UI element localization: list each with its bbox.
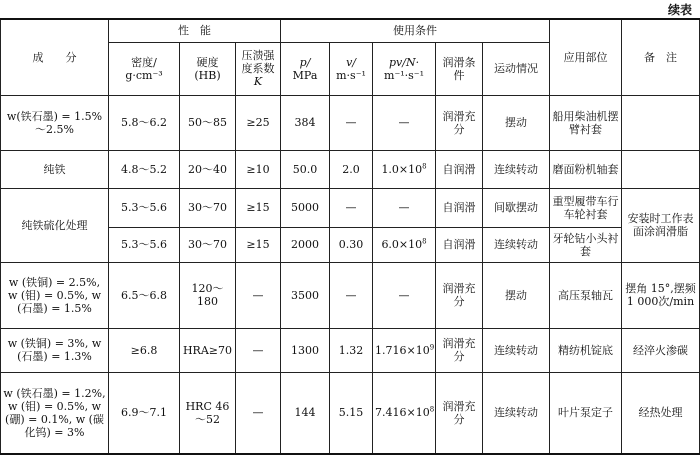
header-hardness: 硬度 (HB)	[180, 42, 236, 95]
motion-cell: 摆动	[483, 95, 550, 150]
table-row	[1, 262, 700, 328]
header-conditions: 使用条件	[281, 19, 550, 42]
hardness-cell: 30～70	[180, 227, 236, 262]
pv-cell: —	[373, 188, 436, 227]
header-crush-coefficient: 压溃强度系数 K	[236, 42, 281, 95]
pressure-cell: 5000	[281, 188, 330, 227]
motion-cell: 间歇摆动	[483, 188, 550, 227]
density-cell: 5.8～6.2	[109, 95, 180, 150]
lubrication-cell: 润滑充分	[436, 328, 483, 372]
composition-cell: w (铁石墨) = 1.2%, w (钼) = 0.5%, w (硼) = 0.1%, w (碳化钨) = 3%	[1, 372, 109, 454]
lubrication-cell: 自润滑	[436, 227, 483, 262]
crush-cell: ≥15	[236, 227, 281, 262]
header-composition: 成 分	[1, 19, 109, 95]
velocity-cell: 5.15	[330, 372, 373, 454]
velocity-cell: 1.32	[330, 328, 373, 372]
crush-cell: —	[236, 262, 281, 328]
crush-cell: —	[236, 372, 281, 454]
application-cell: 牙轮钻小头衬套	[550, 227, 622, 262]
header-row-group	[1, 19, 700, 42]
pv-cell: $1.0\times 10^8$	[373, 150, 436, 188]
header-application: 应用部位	[550, 19, 622, 95]
table-row	[1, 188, 700, 227]
header-velocity: v/ m·s⁻¹	[330, 42, 373, 95]
lubrication-cell: 润滑充分	[436, 262, 483, 328]
velocity-cell: —	[330, 262, 373, 328]
continued-label: 续表	[667, 3, 692, 17]
lubrication-cell: 润滑充分	[436, 372, 483, 454]
application-cell: 船用柴油机摆臂衬套	[550, 95, 622, 150]
composition-cell: 纯铁	[1, 150, 109, 188]
pressure-cell: 3500	[281, 262, 330, 328]
motion-cell: 连续转动	[483, 372, 550, 454]
pressure-cell: 1300	[281, 328, 330, 372]
header-density: 密度/ g·cm⁻³	[109, 42, 180, 95]
hardness-cell: HRC 46～52	[180, 372, 236, 454]
crush-cell: ≥15	[236, 188, 281, 227]
application-cell: 磨面粉机轴套	[550, 150, 622, 188]
density-cell: 5.3～5.6	[109, 227, 180, 262]
remarks-cell	[622, 95, 700, 150]
header-remarks: 备 注	[622, 19, 700, 95]
velocity-cell: —	[330, 95, 373, 150]
bearing-material-table	[0, 18, 700, 455]
hardness-cell: 120～180	[180, 262, 236, 328]
density-cell: 6.9～7.1	[109, 372, 180, 454]
application-cell: 高压泵轴瓦	[550, 262, 622, 328]
lubrication-cell: 自润滑	[436, 188, 483, 227]
application-cell: 重型履带车行车轮衬套	[550, 188, 622, 227]
composition-cell: w (铁铜) = 3%, w (石墨) = 1.3%	[1, 328, 109, 372]
density-cell: 5.3～5.6	[109, 188, 180, 227]
header-lubrication: 润滑条件	[436, 42, 483, 95]
remarks-cell	[622, 150, 700, 188]
pressure-cell: 384	[281, 95, 330, 150]
motion-cell: 连续转动	[483, 150, 550, 188]
pressure-cell: 50.0	[281, 150, 330, 188]
remarks-cell: 安装时工作表面涂润滑脂	[622, 188, 700, 262]
header-pressure: p/ MPa	[281, 42, 330, 95]
velocity-cell: 0.30	[330, 227, 373, 262]
table-row	[1, 150, 700, 188]
density-cell: 6.5～6.8	[109, 262, 180, 328]
lubrication-cell: 润滑充分	[436, 95, 483, 150]
hardness-cell: 20～40	[180, 150, 236, 188]
header-pv: pv/N· m⁻¹·s⁻¹	[373, 42, 436, 95]
pressure-cell: 2000	[281, 227, 330, 262]
pv-cell: $7.416\times 10^8$	[373, 372, 436, 454]
application-cell: 精纺机锭底	[550, 328, 622, 372]
crush-cell: ≥25	[236, 95, 281, 150]
pv-cell: —	[373, 262, 436, 328]
remarks-cell: 经淬火渗碳	[622, 328, 700, 372]
header-motion: 运动情况	[483, 42, 550, 95]
hardness-cell: HRA≥70	[180, 328, 236, 372]
composition-cell: w (铁铜) = 2.5%, w (钼) = 0.5%, w (石墨) = 1.5%	[1, 262, 109, 328]
table-row	[1, 95, 700, 150]
composition-cell: w(铁石墨) = 1.5%～2.5%	[1, 95, 109, 150]
motion-cell: 连续转动	[483, 328, 550, 372]
table-row	[1, 328, 700, 372]
hardness-cell: 50～85	[180, 95, 236, 150]
pv-cell: —	[373, 95, 436, 150]
table-row	[1, 372, 700, 454]
remarks-cell: 摆角 15°,摆频 1 000次/min	[622, 262, 700, 328]
pv-cell: $1.716\times 10^9$	[373, 328, 436, 372]
pressure-cell: 144	[281, 372, 330, 454]
hardness-cell: 30～70	[180, 188, 236, 227]
header-properties: 性 能	[109, 19, 281, 42]
pv-cell: $6.0\times 10^8$	[373, 227, 436, 262]
remarks-cell: 经热处理	[622, 372, 700, 454]
density-cell: 4.8～5.2	[109, 150, 180, 188]
motion-cell: 摆动	[483, 262, 550, 328]
velocity-cell: —	[330, 188, 373, 227]
application-cell: 叶片泵定子	[550, 372, 622, 454]
composition-cell: 纯铁硫化处理	[1, 188, 109, 262]
lubrication-cell: 自润滑	[436, 150, 483, 188]
density-cell: ≥6.8	[109, 328, 180, 372]
motion-cell: 连续转动	[483, 227, 550, 262]
velocity-cell: 2.0	[330, 150, 373, 188]
crush-cell: ≥10	[236, 150, 281, 188]
crush-cell: —	[236, 328, 281, 372]
